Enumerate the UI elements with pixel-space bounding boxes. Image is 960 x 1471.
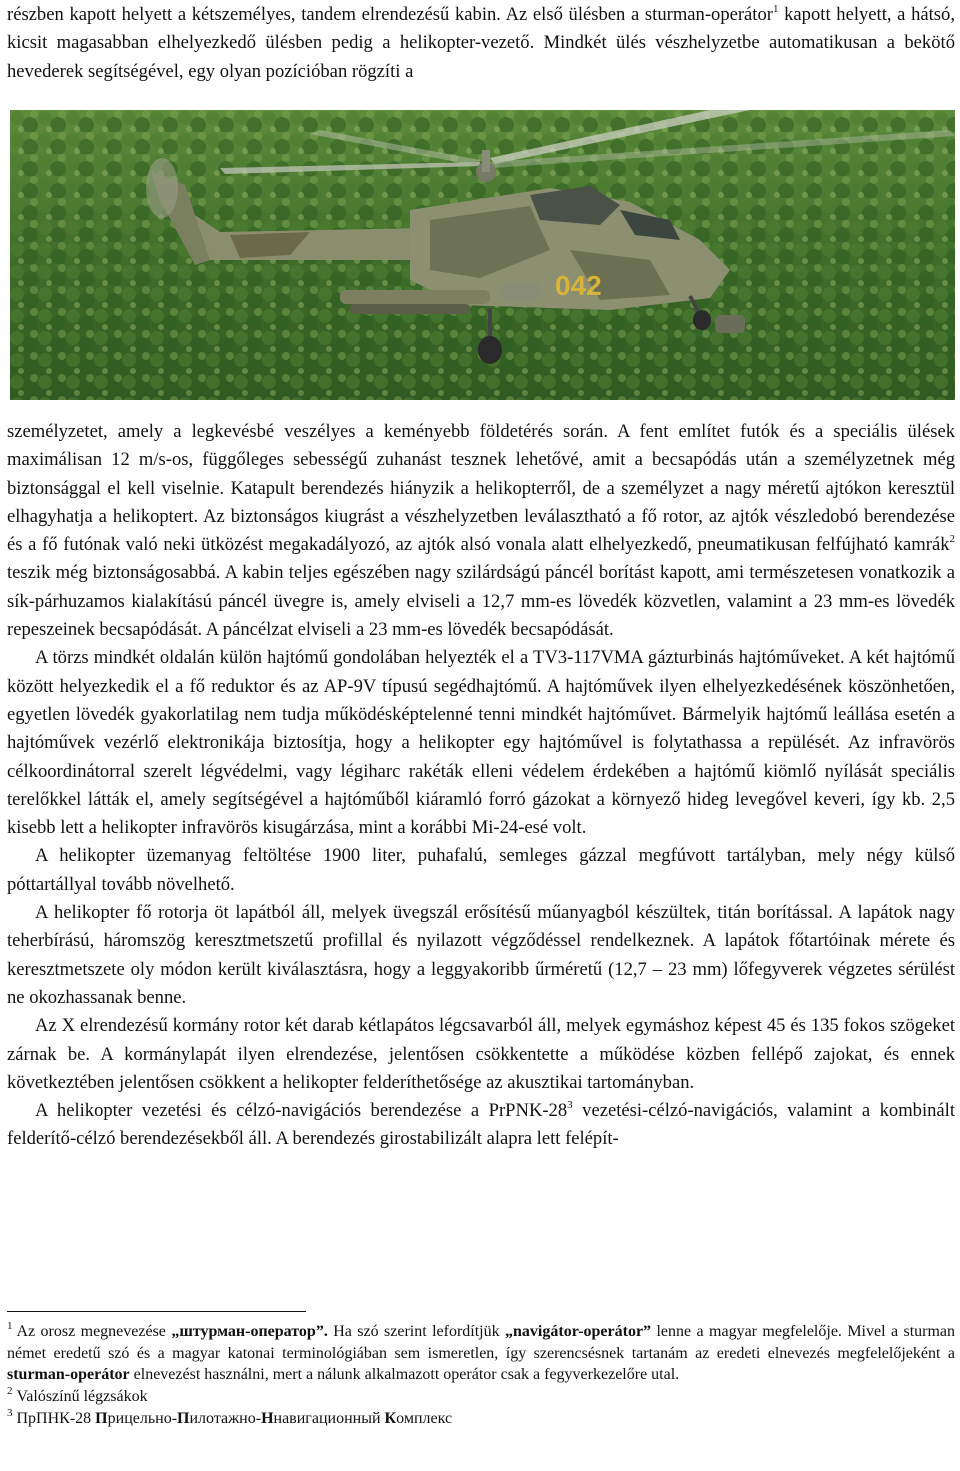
paragraph-main-rotor: A helikopter fő rotorja öt lapátból áll, melyek üvegszál erősítésű műanyagból készültek, titán borítással. A lapátok nagy teherbírású, háromszög keresztmetszetű profillal és nyilazott végződéssel rendelkeznek. A lapátok főtartóinak mérete és keresztmetszete oly módon került kiválasztásra, hogy a leggyakoribb űrméretű (12,7 – 23 mm) lőfegyverek végzetes sérülést ne okozhassanak benne. — [7, 902, 955, 1008]
footnote-ref-2[interactable]: 2 — [949, 533, 955, 546]
text-run-bold: Н — [261, 1409, 274, 1427]
text-run: vezetési-célzó-navigációs, valamint a kombinált felderítő-célzó berendezésekből áll. A berendezés girostabilizált alapra lett felépít- — [7, 1100, 955, 1150]
text-run: илотажно- — [189, 1409, 262, 1427]
text-run: teszik még biztonságosabbá. A kabin teljes egészében nagy szilárdságú páncél borítást kapott, ami természetesen vonatkozik a sík-párhuzamos kialakítású páncél üvegre is, amely elviseli a 12,7 mm-es lövedék közvetlen, valamint a 23 mm-es lövedék repeszeinek becsapódását. A páncélzat elviseli a 23 mm-es lövedék becsapódását. — [7, 562, 955, 641]
tail-number: 042 — [555, 270, 602, 301]
text-run: lenne a magyar megfelelője. Mivel a sturman német eredetű szó és a magyar katonai terminológiában sem ismeretlen, így szerencsésnek tartanám az eredeti elnevezés megfelelőjeként a — [7, 1323, 956, 1362]
body-text — [7, 418, 955, 1154]
footnote-2 — [7, 1386, 955, 1408]
footnote-ref-3[interactable]: 3 — [567, 1099, 573, 1112]
footnote-number: 1 — [7, 1320, 13, 1332]
text-run: részben kapott helyett a kétszemélyes, tandem elrendezésű kabin. Az első ülésben a sturman-operátor — [7, 4, 773, 25]
paragraph-tail-rotor: Az X elrendezésű kormány rotor két darab kétlapátos légcsavarból áll, melyek egymáshoz képest 45 és 135 fokos szögeket zárnak be. A kormánylapát ilyen elrendezése, jelentősen csökkentette a működése közben fellépő zajokat, és ennek következtében jelentősen csökkent a helikopter felderíthetősége az akusztikai tartományban. — [7, 1015, 955, 1093]
text-run: elnevezést használni, mert a nálunk alkalmazott operátor csak a fegyverkezelőre utal. — [129, 1366, 680, 1384]
text-run: навигационный — [273, 1409, 385, 1427]
footnote-1 — [7, 1321, 955, 1386]
footnotes — [7, 1321, 955, 1430]
text-run: személyzetet, amely a legkevésbé veszélyes a keményebb földetérés során. A fent említet futók és a speciális ülések maximálisan 12 m/s-os, függőleges sebességű zuhanást tesznek lehetővé, amit a becsapódás után a személyzetnek még biztonsággal el kell viselnie. Katapult berendezés hiányzik a helikopterről, de a személyzet a nagy méretű ajtókon keresztül elhagyhatja a helikoptert. Az biztonságos kiugrást a vészhelyzetben leválasztható a fő rotor, az ajtók vészledobó berendezése és a fő futónak való neki ütközést megakadályozó, az ajtók alsó vonala alatt elhelyezkedő, pneumatikusan felfújható kamrák — [7, 421, 955, 556]
footnote-number: 2 — [7, 1385, 13, 1398]
footnote-number: 3 — [7, 1406, 13, 1419]
text-run: рицельно- — [107, 1409, 178, 1427]
footnote-ref-1[interactable]: 1 — [772, 3, 779, 15]
footnote-3 — [7, 1408, 955, 1430]
text-run: омплекс — [396, 1409, 453, 1427]
text-run: Az orosz megnevezése — [16, 1323, 172, 1340]
text-run-bold: К — [384, 1409, 397, 1427]
text-run-bold: sturman-operátor — [7, 1366, 130, 1384]
text-run: ПрПНК-28 — [16, 1409, 96, 1427]
text-run-bold: „navigátor-operátor” — [505, 1323, 652, 1340]
paragraph-fuel: A helikopter üzemanyag feltöltése 1900 liter, puhafalú, semleges gázzal megfúvott tartályban, mely négy külső póttartállyal tovább növelhető. — [7, 845, 955, 895]
text-run-bold: П — [95, 1409, 108, 1427]
text-run: Ha szó szerint lefordítjük — [327, 1323, 506, 1340]
footnote-separator — [7, 1311, 306, 1312]
paragraph-engines: A törzs mindkét oldalán külön hajtómű gondolában helyezték el a TV3-117VMA gázturbinás hajtóműveket. A két hajtómű között helyezkedik el a fő reduktor és az AP-9V típusú segédhajtómű. A hajtóművek ilyen elhelyezkedésének köszönhetően, egyetlen lövedék gyakorlatilag nem tudja működésképtelenné tenni mindkét hajtóművet. Bármelyik hajtómű leállása esetén a hajtóművek vezérlő elektronikája biztosítja, hogy a helikopter egy hajtóművel is folytathassa a repülését. Az infravörös célkoordinátorral szerelt légvédelmi, vagy légiharc rakéták elleni védelem érdekében a hajtómű kiömlő nyílását speciális terelőkkel látták el, amely segítségével a hajtóműből kiáramló forró gázokat a környező hideg levegővel keveri, így kb. 2,5 kisebb lett a helikopter infravörös kisugárzása, mint a korábbi Mi-24-esé volt. — [7, 647, 955, 839]
text-run: Valószínű légzsákok — [16, 1388, 148, 1406]
text-run: kapott helyett, a hátsó, kicsit magasabban elhelyezkedő ülésben pedig a helikopter-vezető. Mindkét ülés vészhelyzetbe automatikusan a bekötő hevederek segítségével, egy olyan pozícióban rögzíti a — [7, 4, 955, 82]
text-run-bold: „штурман-оператор”. — [171, 1323, 328, 1340]
helicopter-photo — [10, 110, 955, 400]
text-run-bold: П — [177, 1409, 190, 1427]
top-paragraph — [7, 1, 955, 86]
text-run: A helikopter vezetési és célzó-navigációs berendezése a PrPNK-28 — [35, 1100, 568, 1122]
